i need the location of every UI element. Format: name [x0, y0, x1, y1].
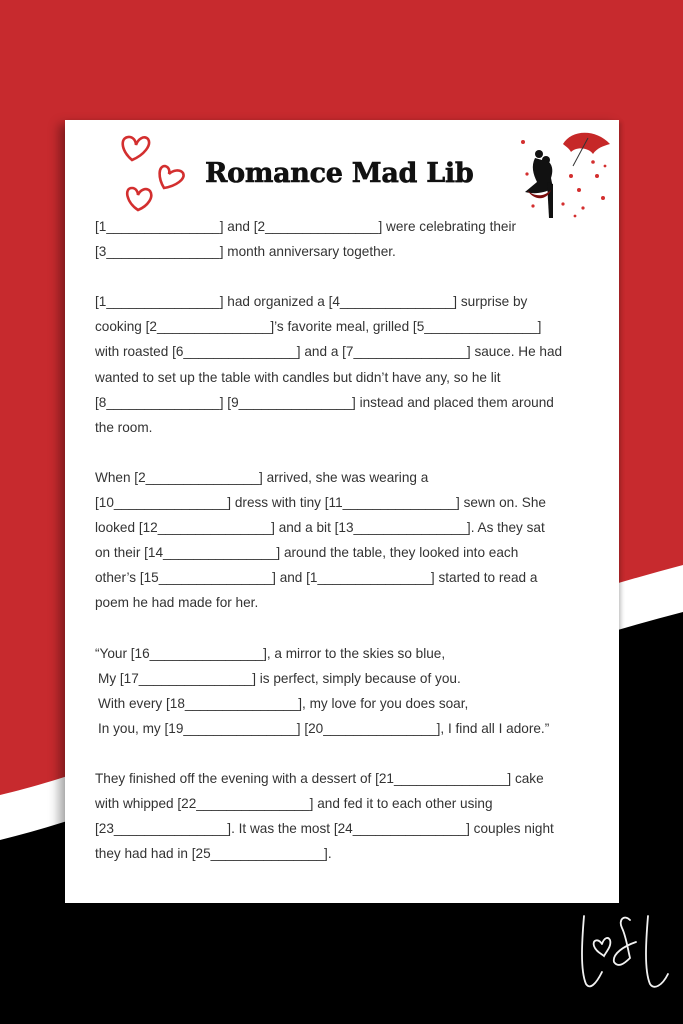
- text-line: on their [14_______________] around the table, they looked into each: [95, 545, 519, 561]
- text-line: with whipped [22_______________] and fed it to each other using: [95, 796, 493, 812]
- paragraph-2: [95, 289, 605, 440]
- text-line: they had had in [25_______________].: [95, 846, 332, 862]
- poem-line: My [17_______________] is perfect, simply because of you.: [98, 670, 461, 686]
- couple-umbrella-icon: [513, 126, 613, 226]
- text-line: the room.: [95, 419, 153, 435]
- poem-line: “Your [16_______________], a mirror to the skies so blue,: [95, 645, 446, 661]
- text-line: They finished off the evening with a dessert of [21_______________] cake: [95, 771, 544, 787]
- paragraph-1: [95, 214, 605, 264]
- paragraph-3: [95, 465, 605, 616]
- text-line: cooking [2_______________]’s favorite meal, grilled [5_______________]: [95, 319, 542, 335]
- poem-line: In you, my [19_______________] [20_______________], I find all I adore.”: [98, 720, 550, 736]
- text-line: When [2_______________] arrived, she was wearing a: [95, 469, 429, 485]
- text-line: with roasted [6_______________] and a [7_______________] sauce. He had: [95, 344, 563, 360]
- hearts-icon: [118, 130, 193, 212]
- text-line: wanted to set up the table with candles but didn’t have any, so he lit: [95, 369, 501, 385]
- brand-logo-icon: [574, 910, 674, 996]
- mad-lib-sheet: [65, 120, 619, 903]
- text-line: poem he had made for her.: [95, 595, 259, 611]
- text-line: looked [12_______________] and a bit [13_______________]. As they sat: [95, 520, 545, 536]
- text-line: [8_______________] [9_______________] instead and placed them around: [95, 394, 554, 410]
- paragraph-5: [95, 766, 605, 866]
- mad-lib-body: [95, 214, 605, 892]
- text-line: [1_______________] had organized a [4_______________] surprise by: [95, 294, 528, 310]
- poem-line: With every [18_______________], my love for you does soar,: [98, 695, 469, 711]
- text-line: [23_______________]. It was the most [24_______________] couples night: [95, 821, 554, 837]
- page-title: Romance Mad Lib: [205, 158, 474, 189]
- text-line: [10_______________] dress with tiny [11_______________] sewn on. She: [95, 495, 546, 511]
- poem-paragraph: [95, 641, 605, 741]
- text-line: [3_______________] month anniversary together.: [95, 244, 396, 260]
- text-line: other’s [15_______________] and [1_______________] started to read a: [95, 570, 538, 586]
- text-line: [1_______________] and [2_______________] were celebrating their: [95, 219, 517, 234]
